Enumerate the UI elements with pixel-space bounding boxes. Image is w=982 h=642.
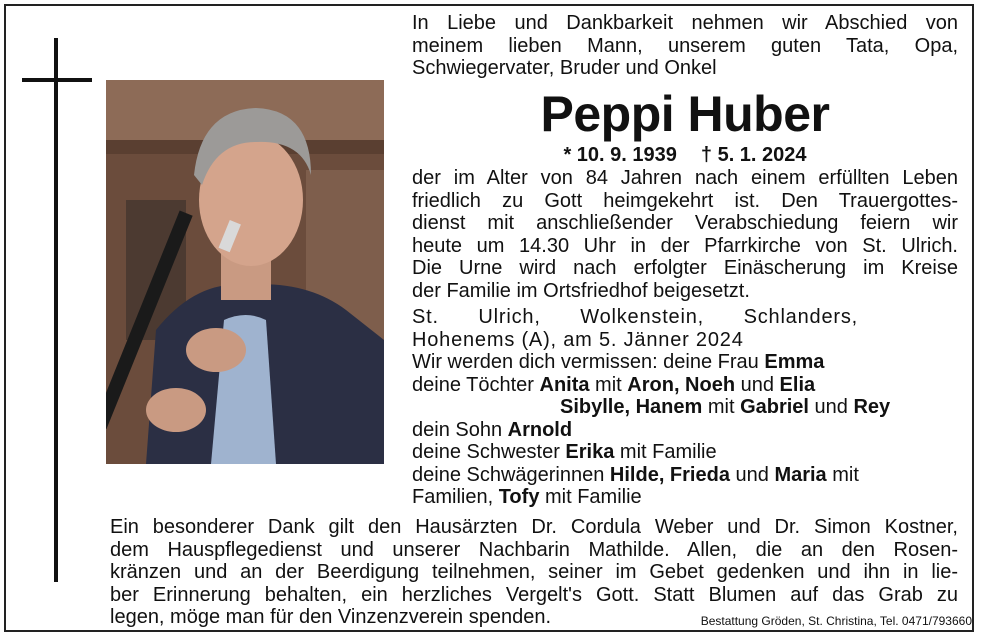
mourner-text: Wir werden dich vermissen: deine Frau <box>412 351 765 373</box>
mourner-text: mit <box>589 373 628 396</box>
place-line: Hohenems (A), am 5. Jänner 2024 <box>412 328 744 351</box>
mourner-line <box>412 441 890 464</box>
mourner-text: deine Schwägerinnen <box>412 463 610 486</box>
mourner-line <box>412 486 890 509</box>
funeral-home-credit: Bestattung Gröden, St. Christina, Tel. 0471/793660 <box>700 614 972 628</box>
cross-vertical <box>54 38 58 582</box>
mourner-name: Hilde, Frieda <box>609 463 730 486</box>
mourner-text: und <box>808 396 854 418</box>
intro-text <box>412 12 958 80</box>
mourners-list <box>412 351 890 509</box>
body-line: friedlich zu Gott heimgekehrt ist. Den Trauergottes- <box>412 189 958 212</box>
mourner-line <box>412 396 890 419</box>
mourner-name: Tofy <box>498 486 540 508</box>
mourner-text: mit Familie <box>539 486 642 508</box>
portrait-illustration <box>106 80 384 464</box>
body-line: Die Urne wird nach erfolgter Einäscherung im Kreise <box>412 257 958 279</box>
thanks-line: Ein besonderer Dank gilt den Hausärzten Dr. Cordula Weber und Dr. Simon Kostner, <box>110 516 958 538</box>
mourner-line <box>412 374 890 397</box>
mourner-name: Rey <box>853 396 891 418</box>
portrait-photo <box>106 80 384 464</box>
thanks-text <box>110 516 958 629</box>
mourner-text: mit Familie <box>614 441 717 463</box>
body-line: dienst mit anschließender Verabschiedung feiern wir <box>412 212 958 234</box>
mourner-text: mit <box>826 463 859 486</box>
place-date <box>412 306 858 351</box>
cross-horizontal <box>22 78 92 82</box>
mourner-name: Sibylle, Hanem <box>560 396 703 418</box>
mourner-line <box>412 464 890 487</box>
birth-date: * 10. 9. 1939 <box>563 144 677 166</box>
thanks-line: legen, möge man für den Vinzenzverein spenden. <box>110 606 552 628</box>
body-text <box>412 167 958 302</box>
mourner-name: Emma <box>764 351 825 373</box>
death-date: † 5. 1. 2024 <box>700 144 807 166</box>
body-line: der im Alter von 84 Jahren nach einem erfüllten Leben <box>412 167 958 189</box>
mourner-name: Aron, Noeh <box>627 373 736 396</box>
mourner-line <box>412 419 890 442</box>
mourner-text: und <box>735 373 780 396</box>
mourner-name: Elia <box>779 373 816 396</box>
intro-line: In Liebe und Dankbarkeit nehmen wir Abschied von <box>412 12 958 34</box>
mourner-line <box>412 351 890 374</box>
deceased-name: Peppi Huber <box>540 86 830 142</box>
mourner-name: Anita <box>539 373 590 396</box>
mourner-text: und <box>729 463 775 486</box>
body-line: der Familie im Ortsfriedhof beigesetzt. <box>412 279 750 302</box>
mourner-text: dein Sohn <box>412 418 508 441</box>
mourner-text: mit <box>702 396 741 418</box>
thanks-line: ber Erinnerung behalten, ein herzliches Vergelt's Gott. Statt Blumen auf das Grab zu <box>110 583 958 606</box>
mourner-text: deine Schwester <box>412 441 566 463</box>
intro-line: Schwiegervater, Bruder und Onkel <box>412 57 717 79</box>
intro-line: meinem lieben Mann, unserem guten Tata, Opa, <box>412 34 958 57</box>
body-line: heute um 14.30 Uhr in der Pfarrkirche von St. Ulrich. <box>412 234 958 257</box>
thanks-line: kränzen und an der Beerdigung teilnehmen, seiner im Gebet gedenken und ihn in lie- <box>110 561 958 583</box>
life-dates <box>412 144 958 166</box>
thanks-line: dem Hauspflegedienst und unserer Nachbarin Mathilde. Allen, die an den Rosen- <box>110 538 958 561</box>
mourner-text: deine Töchter <box>412 373 540 396</box>
mourner-text: Familien, <box>412 486 499 508</box>
mourner-name: Gabriel <box>740 396 809 418</box>
mourner-name: Erika <box>565 441 615 463</box>
mourner-name: Arnold <box>507 418 573 441</box>
mourner-name: Maria <box>774 463 827 486</box>
place-line: St. Ulrich, Wolkenstein, Schlanders, <box>412 306 858 328</box>
